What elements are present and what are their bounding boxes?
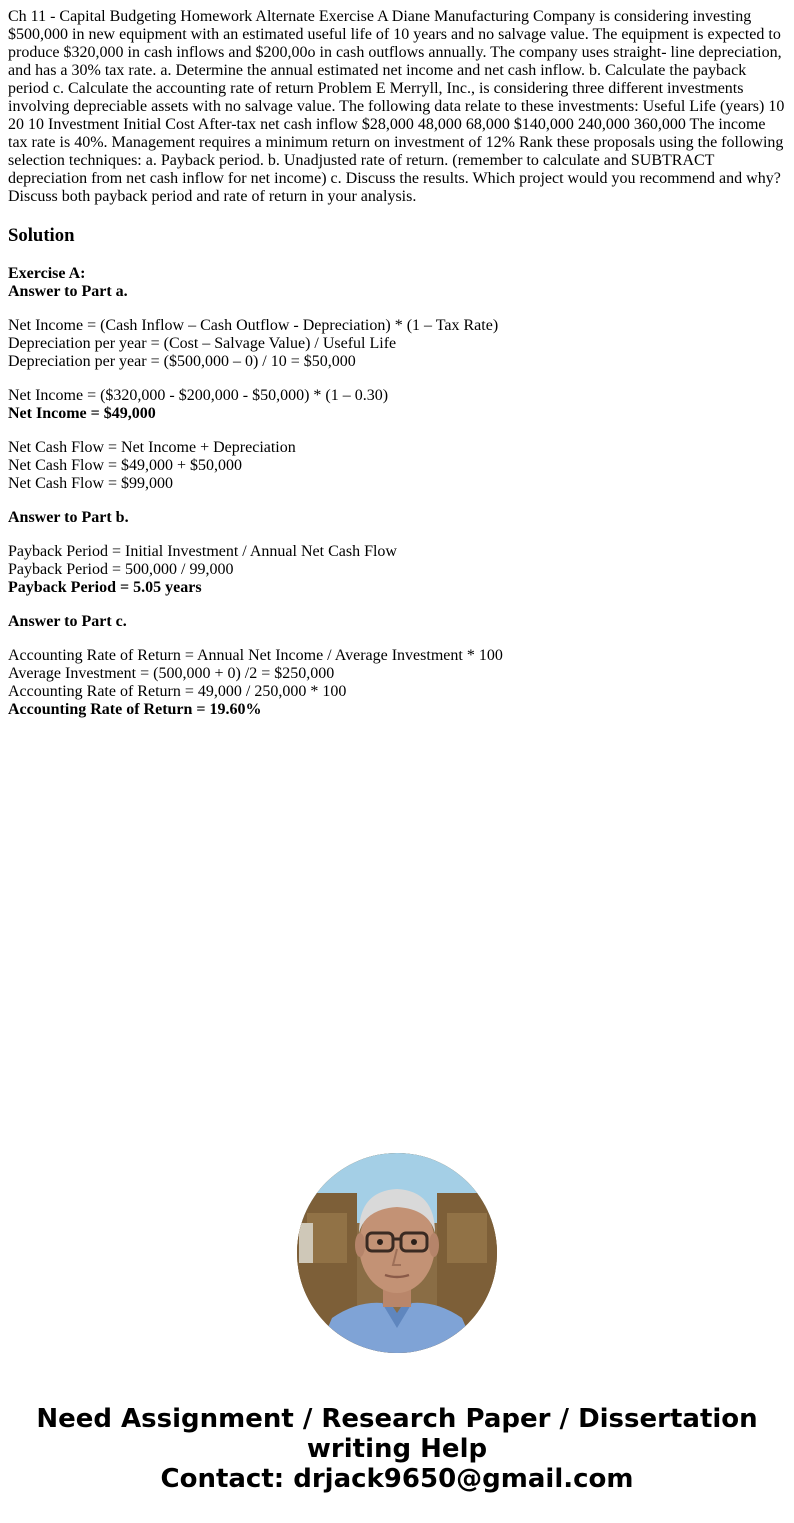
cash-flow-line: Net Cash Flow = Net Income + Depreciation <box>8 439 296 456</box>
footer-line: Need Assignment / Research Paper / Dissertation <box>36 1404 758 1434</box>
footer-line: writing Help <box>306 1434 488 1464</box>
formula-line: Depreciation per year = ($500,000 – 0) / 10 = $50,000 <box>8 353 356 370</box>
document <box>0 0 794 719</box>
arr-line: Accounting Rate of Return = 49,000 / 250,000 * 100 <box>8 683 347 700</box>
arr-result: Accounting Rate of Return = 19.60% <box>8 701 262 718</box>
part-a-net-income <box>8 387 786 423</box>
solution-heading: Solution <box>8 225 75 246</box>
payback-result: Payback Period = 5.05 years <box>8 579 202 596</box>
payback-line: Payback Period = 500,000 / 99,000 <box>8 561 234 578</box>
payback-line: Payback Period = Initial Investment / Annual Net Cash Flow <box>8 543 397 560</box>
footer-contact-line: Contact: drjack9650@gmail.com <box>160 1464 634 1494</box>
part-c-heading: Answer to Part c. <box>8 613 127 630</box>
part-a-formulas <box>8 317 786 371</box>
part-c-heading-block <box>8 613 786 631</box>
cash-flow-line: Net Cash Flow = $49,000 + $50,000 <box>8 457 243 474</box>
exercise-label: Exercise A: <box>8 265 86 282</box>
part-c-calc <box>8 647 786 719</box>
part-a-cash-flow <box>8 439 786 493</box>
formula-line: Net Income = (Cash Inflow – Cash Outflow - Depreciation) * (1 – Tax Rate) <box>8 317 499 334</box>
exercise-a-section <box>8 265 786 301</box>
net-income-calc: Net Income = ($320,000 - $200,000 - $50,000) * (1 – 0.30) <box>8 387 389 404</box>
cash-flow-line: Net Cash Flow = $99,000 <box>8 475 174 492</box>
part-b-calc <box>8 543 786 597</box>
author-avatar <box>297 1153 497 1353</box>
contact-footer <box>0 1404 794 1494</box>
part-b-heading: Answer to Part b. <box>8 509 129 526</box>
arr-line: Accounting Rate of Return = Annual Net Income / Average Investment * 100 <box>8 647 503 664</box>
author-photo <box>297 1153 497 1353</box>
part-a-heading: Answer to Part a. <box>8 283 128 300</box>
question-text: Ch 11 - Capital Budgeting Homework Alternate Exercise A Diane Manufacturing Company is considering investing $500,000 in new equipment with an estimated useful life of 10 years and no salvage value. The equipment is expected to produce $320,000 in cash inflows and $200,00o in cash outflows annually. The company uses straight- line depreciation, and has a 30% tax rate. a. Determine the annual estimated net income and net cash inflow. b. Calculate the payback period c. Calculate the accounting rate of return Problem E Merryll, Inc., is considering three different investments involving depreciable assets with no salvage value. The following data relate to these investments: Useful Life (years) 10 20 10 Investment Initial Cost After-tax net cash inflow $28,000 48,000 68,000 $140,000 240,000 360,000 The income tax rate is 40%. Management requires a minimum return on investment of 12% Rank these proposals using the following selection techniques: a. Payback period. b. Unadjusted rate of return. (remember to calculate and SUBTRACT depreciation from net cash inflow for net income) c. Discuss the results. Which project would you recommend and why? Discuss both payback period and rate of return in your analysis. <box>8 8 785 205</box>
net-income-result: Net Income = $49,000 <box>8 405 156 422</box>
part-b-heading-block <box>8 509 786 527</box>
formula-line: Depreciation per year = (Cost – Salvage Value) / Useful Life <box>8 335 397 352</box>
arr-line: Average Investment = (500,000 + 0) /2 = $250,000 <box>8 665 335 682</box>
